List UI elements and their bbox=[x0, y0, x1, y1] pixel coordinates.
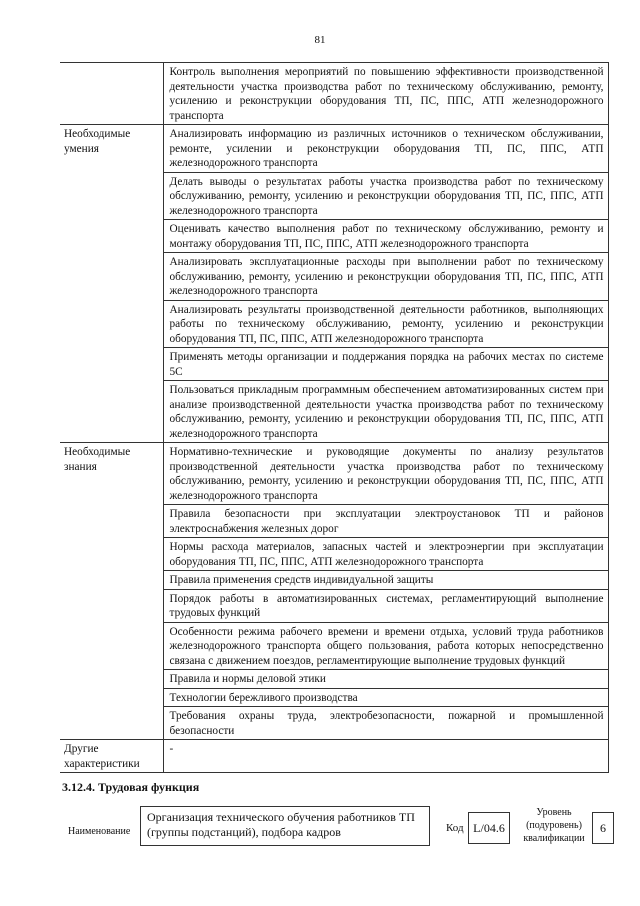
row-item: - bbox=[163, 740, 608, 773]
row-item: Применять методы организации и поддержания порядка на рабочих местах по системе 5С bbox=[163, 348, 608, 381]
table-row bbox=[60, 740, 608, 773]
table-row bbox=[60, 63, 608, 125]
row-item: Нормативно-технические и руководящие документы по анализу результатов производственной деятельности участка производства работ по техническому обслуживанию, ремонту, усилению и реконструкции оборудования ТП, ПС, ППС, АТП железнодорожного транспорта bbox=[163, 443, 608, 505]
row-item: Оценивать качество выполнения работ по техническому обслуживанию, ремонту и монтажу оборудования ТП, ПС, ППС, АТП железнодорожного транспорта bbox=[163, 220, 608, 253]
row-item: Правила безопасности при эксплуатации электроустановок ТП и районов электроснабжения железных дорог bbox=[163, 505, 608, 538]
table-row bbox=[60, 125, 608, 173]
row-item: Правила применения средств индивидуальной защиты bbox=[163, 571, 608, 590]
row-item: Делать выводы о результатах работы участка производства работ по техническому обслуживанию, ремонту, усилению и реконструкции оборудования ТП, ПС, ППС, АТП железнодорожного транспорта bbox=[163, 172, 608, 220]
code-label: Код bbox=[446, 822, 464, 834]
labor-function-header bbox=[62, 806, 612, 856]
section-title: 3.12.4. Трудовая функция bbox=[62, 780, 200, 794]
row-item: Анализировать результаты производственной деятельности работников, выполняющих работы по техническому обслуживанию, ремонту, усилению и реконструкции оборудования ТП, ПС, ППС, АТП железнодорожного транспорта bbox=[163, 300, 608, 348]
function-name: Организация технического обучения работников ТП (группы подстанций), подбора кадров bbox=[140, 806, 430, 846]
name-label: Наименование bbox=[68, 826, 131, 837]
row-item: Особенности режима рабочего времени и времени отдыха, условий труда работников железнодорожного транспорта общего пользования, работа которых непосредственно связана с движением поездов, регламентирующие выполнение трудовых функций bbox=[163, 622, 608, 670]
row-category: Необходимые умения bbox=[60, 125, 163, 443]
function-code: L/04.6 bbox=[468, 812, 510, 844]
row-item: Анализировать информацию из различных источников о техническом обслуживании, ремонте, усилении и реконструкции оборудования ТП, ПС, ППС, АТП железнодорожного транспорта bbox=[163, 125, 608, 173]
table-row bbox=[60, 443, 608, 505]
row-item: Нормы расхода материалов, запасных частей и электроэнергии при эксплуатации оборудования ТП, ПС, ППС, АТП железнодорожного транспорта bbox=[163, 538, 608, 571]
row-item: Контроль выполнения мероприятий по повышению эффективности производственной деятельности участка производства работ по техническому обслуживанию, ремонту, усилению и реконструкции оборудования ТП, ПС, ППС, АТП железнодорожного транспорта bbox=[163, 63, 608, 125]
row-category: Необходимые знания bbox=[60, 443, 163, 740]
requirements-table bbox=[60, 62, 609, 773]
row-item: Технологии бережливого производства bbox=[163, 688, 608, 707]
row-category: Другие характеристики bbox=[60, 740, 163, 773]
page-number: 81 bbox=[314, 34, 326, 46]
row-item: Пользоваться прикладным программным обеспечением автоматизированных систем при анализе производственной деятельности участка производства работ по техническому обслуживанию, ремонту, усилению и реконструкции оборудования ТП, ПС, ППС, АТП железнодорожного транспорта bbox=[163, 381, 608, 443]
row-item: Анализировать эксплуатационные расходы при выполнении работ по техническому обслуживанию, ремонту, усилению и реконструкции оборудования ТП, ПС, ППС, АТП железнодорожного транспорта bbox=[163, 253, 608, 301]
row-item: Порядок работы в автоматизированных системах, регламентирующий выполнение трудовых функций bbox=[163, 589, 608, 622]
row-item: Правила и нормы деловой этики bbox=[163, 670, 608, 689]
row-category bbox=[60, 63, 163, 125]
qualification-level: 6 bbox=[592, 812, 614, 844]
level-label: Уровень (подуровень) квалификации bbox=[523, 807, 585, 844]
row-item: Требования охраны труда, электробезопасности, пожарной и промышленной безопасности bbox=[163, 707, 608, 740]
